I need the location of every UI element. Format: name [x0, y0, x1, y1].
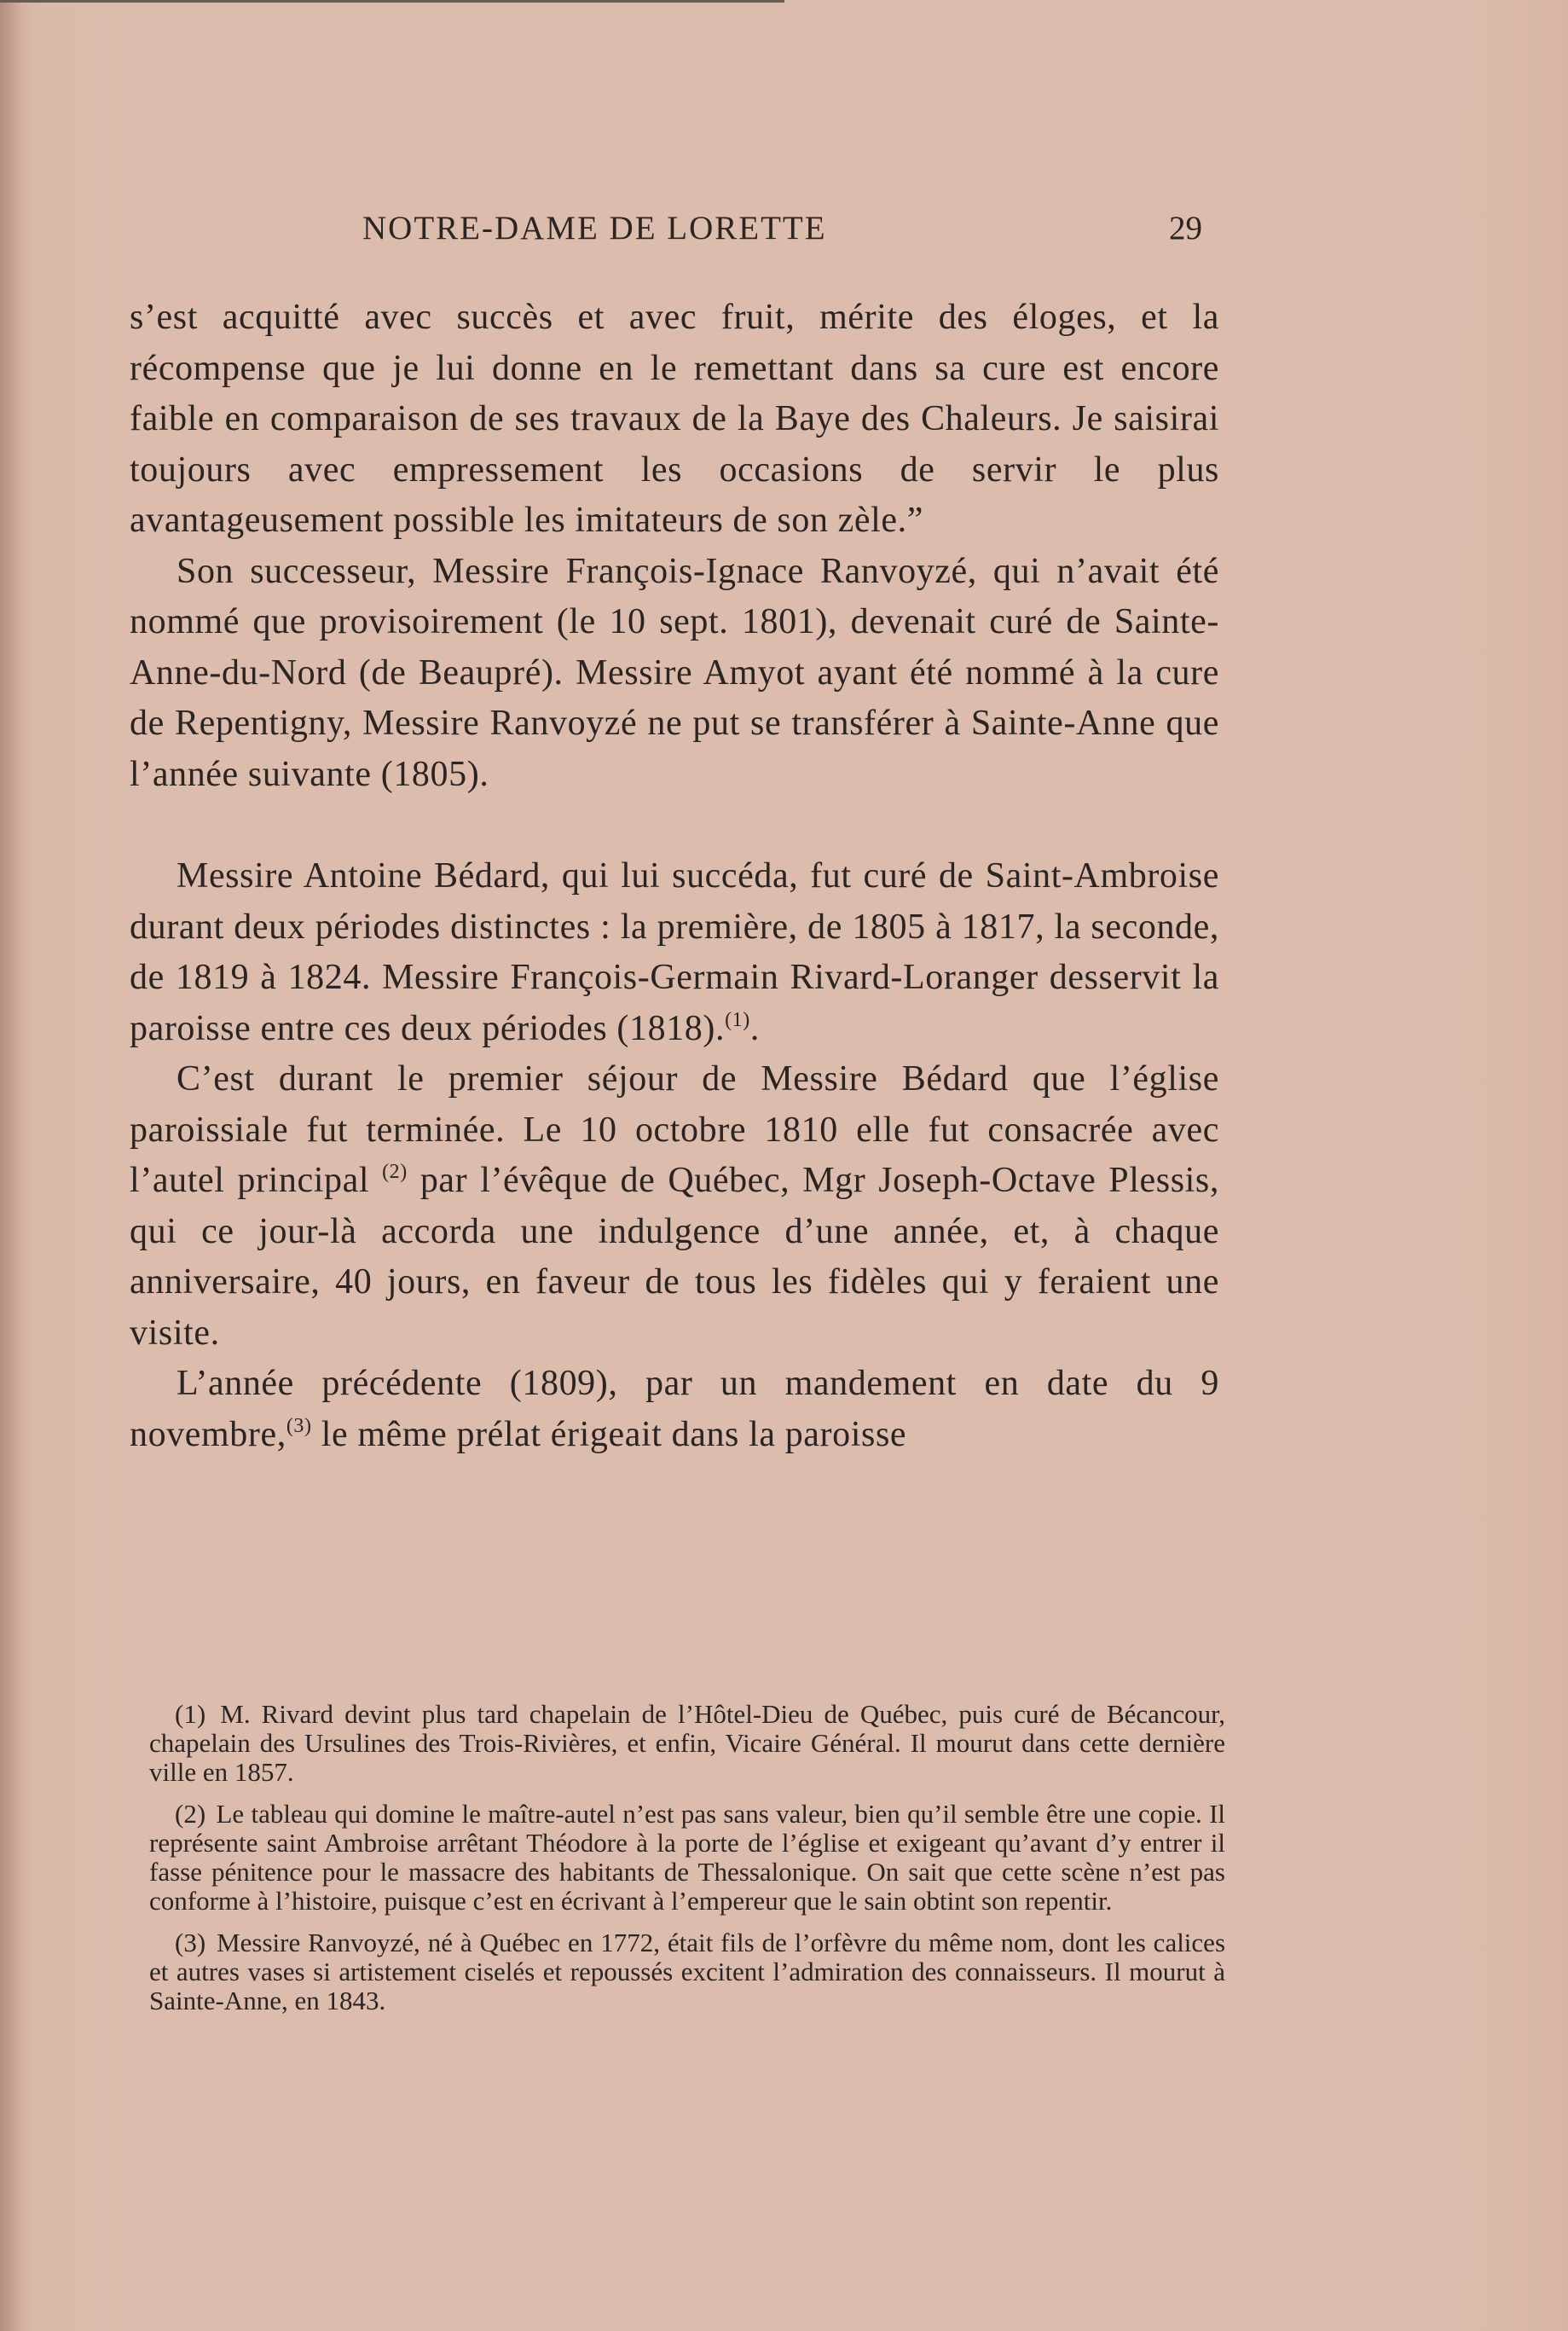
paragraph-3-end: .	[749, 1008, 760, 1048]
footnote-ref-1: (1)	[725, 1008, 750, 1031]
paragraph-5	[130, 1359, 1219, 1460]
page-spine-shadow	[0, 0, 20, 2331]
footnote-1-mark: (1)	[175, 1699, 206, 1729]
running-header	[119, 209, 1202, 252]
paragraph-4-text-b: par l’évêque de Québec, Mgr Joseph-Octave Plessis, qui ce jour-là accorda une indulgence d’une année, et, à chaque anniversaire, 40 jours, en faveur de tous les fidèles qui y feraient une visite.	[130, 1161, 1219, 1353]
main-text	[130, 293, 1219, 1460]
paragraph-1: s’est acquitté avec succès et avec fruit, mérite des éloges, et la récompense que je lui donne en le remettant dans sa cure est encore faible en comparaison de ses travaux de la Baye des Chaleurs. Je saisirai toujours avec empressement les occasions de servir le plus avantageusement possible les imitateurs de son zèle.”	[130, 298, 1219, 540]
footnote-3-mark: (3)	[175, 1928, 206, 1957]
footnote-1-text: M. Rivard devint plus tard chapelain de l’Hôtel-Dieu de Québec, puis curé de Bécancour, chapelain des Ursulines des Trois-Rivières, et enfin, Vicaire Général. Il mourut dans cette dernière ville en 1857.	[149, 1699, 1225, 1787]
footnote-2-text: Le tableau qui domine le maître-autel n’est pas sans valeur, bien qu’il semble être une copie. Il représente saint Ambroise arrêtant Théodore à la porte de l’église et exigeant qu’avant d’y entrer il fasse pénitence pour le massacre des habitants de Thessalonique. On sait que cette scène n’est pas conforme à l’histoire, puisque c’est en écrivant à l’empereur que le sain obtint son repentir.	[149, 1799, 1226, 1916]
paragraph-3	[130, 851, 1219, 1054]
paragraph-4	[130, 1054, 1219, 1359]
footnote-ref-2: (2)	[382, 1161, 408, 1183]
footnotes	[149, 1700, 1225, 2028]
footnote-2-mark: (2)	[175, 1799, 206, 1829]
paragraph-2: Son successeur, Messire François-Ignace Ranvoyzé, qui n’avait été nommé que provisoirement (le 10 sept. 1801), devenait curé de Sainte-Anne-du-Nord (de Beaupré). Messire Amyot ayant été nommé à la cure de Repentigny, Messire Ranvoyzé ne put se transférer à Sainte-Anne que l’année suivante (1805).	[130, 551, 1219, 794]
paragraph-5-text-a: L’année précédente (1809), par un mandement en date du 9 novembre,	[130, 1364, 1219, 1454]
running-title: NOTRE-DAME DE LORETTE	[362, 210, 827, 246]
paragraph-5-text-b: le même prélat érigeait dans la paroisse	[321, 1414, 907, 1454]
page-number: 29	[1169, 210, 1202, 246]
footnote-1	[149, 1700, 1225, 1787]
top-edge-rule	[0, 0, 784, 3]
paragraph-4-text-a: C’est durant le premier séjour de Messire Bédard que l’église paroissiale fut terminée. Le 10 octobre 1810 elle fut consacrée avec l’autel principal	[130, 1059, 1219, 1200]
paragraph-3-text: Messire Antoine Bédard, qui lui succéda, fut curé de Saint-Ambroise durant deux périodes distinctes : la première, de 1805 à 1817, la seconde, de 1819 à 1824. Messire François-Germain Rivard-Loranger desservit la paroisse entre ces deux périodes (1818).	[130, 856, 1219, 1048]
footnote-ref-3: (3)	[286, 1414, 312, 1437]
footnote-3	[149, 1928, 1225, 2015]
footnote-2	[149, 1800, 1225, 1916]
footnote-3-text: Messire Ranvoyzé, né à Québec en 1772, était fils de l’orfèvre du même nom, dont les calices et autres vases si artistement ciselés et repoussés excitent l’admiration des connaisseurs. Il mourut à Sainte-Anne, en 1843.	[149, 1928, 1226, 2015]
